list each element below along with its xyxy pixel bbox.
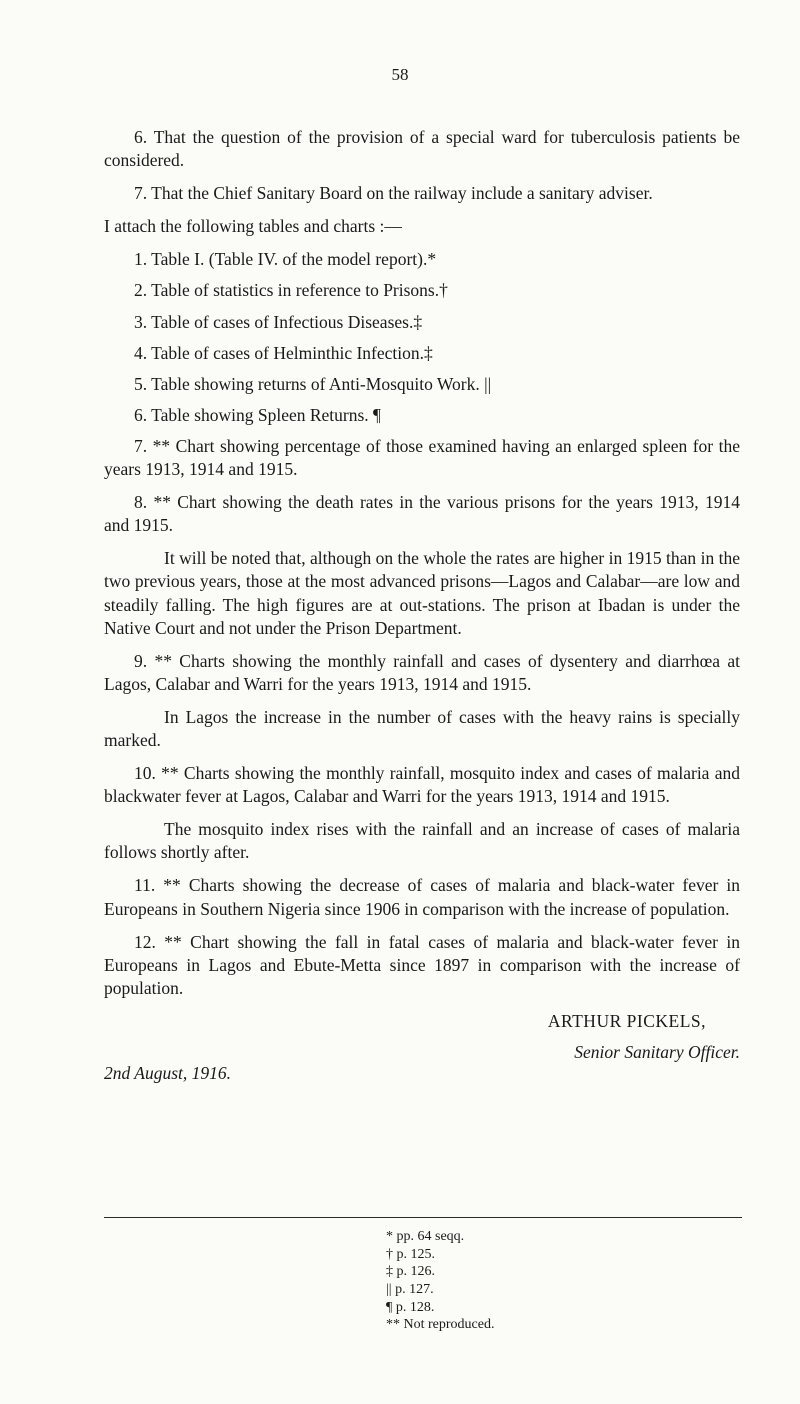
document-body xyxy=(104,126,740,1085)
list-item-4: 4. Table of cases of Helminthic Infection.‡ xyxy=(134,342,433,363)
list-item-6: 6. Table showing Spleen Returns. ¶ xyxy=(134,404,381,425)
recommendation-6: 6. That the question of the provision of a special ward for tuberculosis patients be considered. xyxy=(104,127,740,171)
item-10-note: The mosquito index rises with the rainfall and an increase of cases of malaria follows shortly after. xyxy=(104,819,740,863)
list-item-5: 5. Table showing returns of Anti-Mosquito Work. || xyxy=(134,373,492,394)
list-item-2: 2. Table of statistics in reference to Prisons.† xyxy=(134,280,448,301)
footnotes xyxy=(386,1228,494,1334)
list-item-1: 1. Table I. (Table IV. of the model report).* xyxy=(134,249,437,270)
item-9-note: In Lagos the increase in the number of cases with the heavy rains is specially marked. xyxy=(104,706,740,750)
list-item-12: 12. ** Chart showing the fall in fatal cases of malaria and black-water fever in Europeans in Lagos and Ebute-Metta since 1897 in comparison with the increase of population. xyxy=(104,931,740,998)
footnote: * pp. 64 seqq. xyxy=(386,1229,465,1244)
footnote: † p. 125. xyxy=(386,1246,435,1262)
footnote: ¶ p. 128. xyxy=(386,1299,435,1315)
footnote: ‡ p. 126. xyxy=(386,1264,435,1280)
signature-title: Senior Sanitary Officer. xyxy=(574,1042,740,1062)
footnote-divider xyxy=(104,1217,742,1218)
list-item-8: 8. ** Chart showing the death rates in the various prisons for the years 1913, 1914 and 1915. xyxy=(104,492,740,536)
list-item-11: 11. ** Charts showing the decrease of cases of malaria and black-water fever in Europeans in Southern Nigeria since 1906 in comparison with the increase of population. xyxy=(104,875,740,919)
footnote: || p. 127. xyxy=(386,1281,434,1297)
date-line: 2nd August, 1916. xyxy=(104,1063,232,1084)
footnote: ** Not reproduced. xyxy=(386,1317,495,1333)
list-item-3: 3. Table of cases of Infectious Diseases.‡ xyxy=(134,311,423,332)
list-item-10: 10. ** Charts showing the monthly rainfall, mosquito index and cases of malaria and blackwater fever at Lagos, Calabar and Warri for the years 1913, 1914 and 1915. xyxy=(104,763,740,807)
page-number: 58 xyxy=(391,65,409,84)
list-item-7: 7. ** Chart showing percentage of those examined having an enlarged spleen for the years 1913, 1914 and 1915. xyxy=(104,435,740,480)
signature-name: ARTHUR PICKELS, xyxy=(547,1010,706,1031)
recommendation-7: 7. That the Chief Sanitary Board on the railway include a sanitary adviser. xyxy=(134,183,653,204)
intro-line: I attach the following tables and charts :— xyxy=(104,216,402,237)
item-8-note: It will be noted that, although on the whole the rates are higher in 1915 than in the two previous years, those at the most advanced prisons—Lagos and Calabar—are low and steadily falling. The high figures are at out-stations. The prison at Ibadan is under the Native Court and not under the Prison Department. xyxy=(104,548,740,638)
list-item-9: 9. ** Charts showing the monthly rainfall and cases of dysentery and diarrhœa at Lagos, Calabar and Warri for the years 1913, 1914 and 1915. xyxy=(104,650,740,694)
